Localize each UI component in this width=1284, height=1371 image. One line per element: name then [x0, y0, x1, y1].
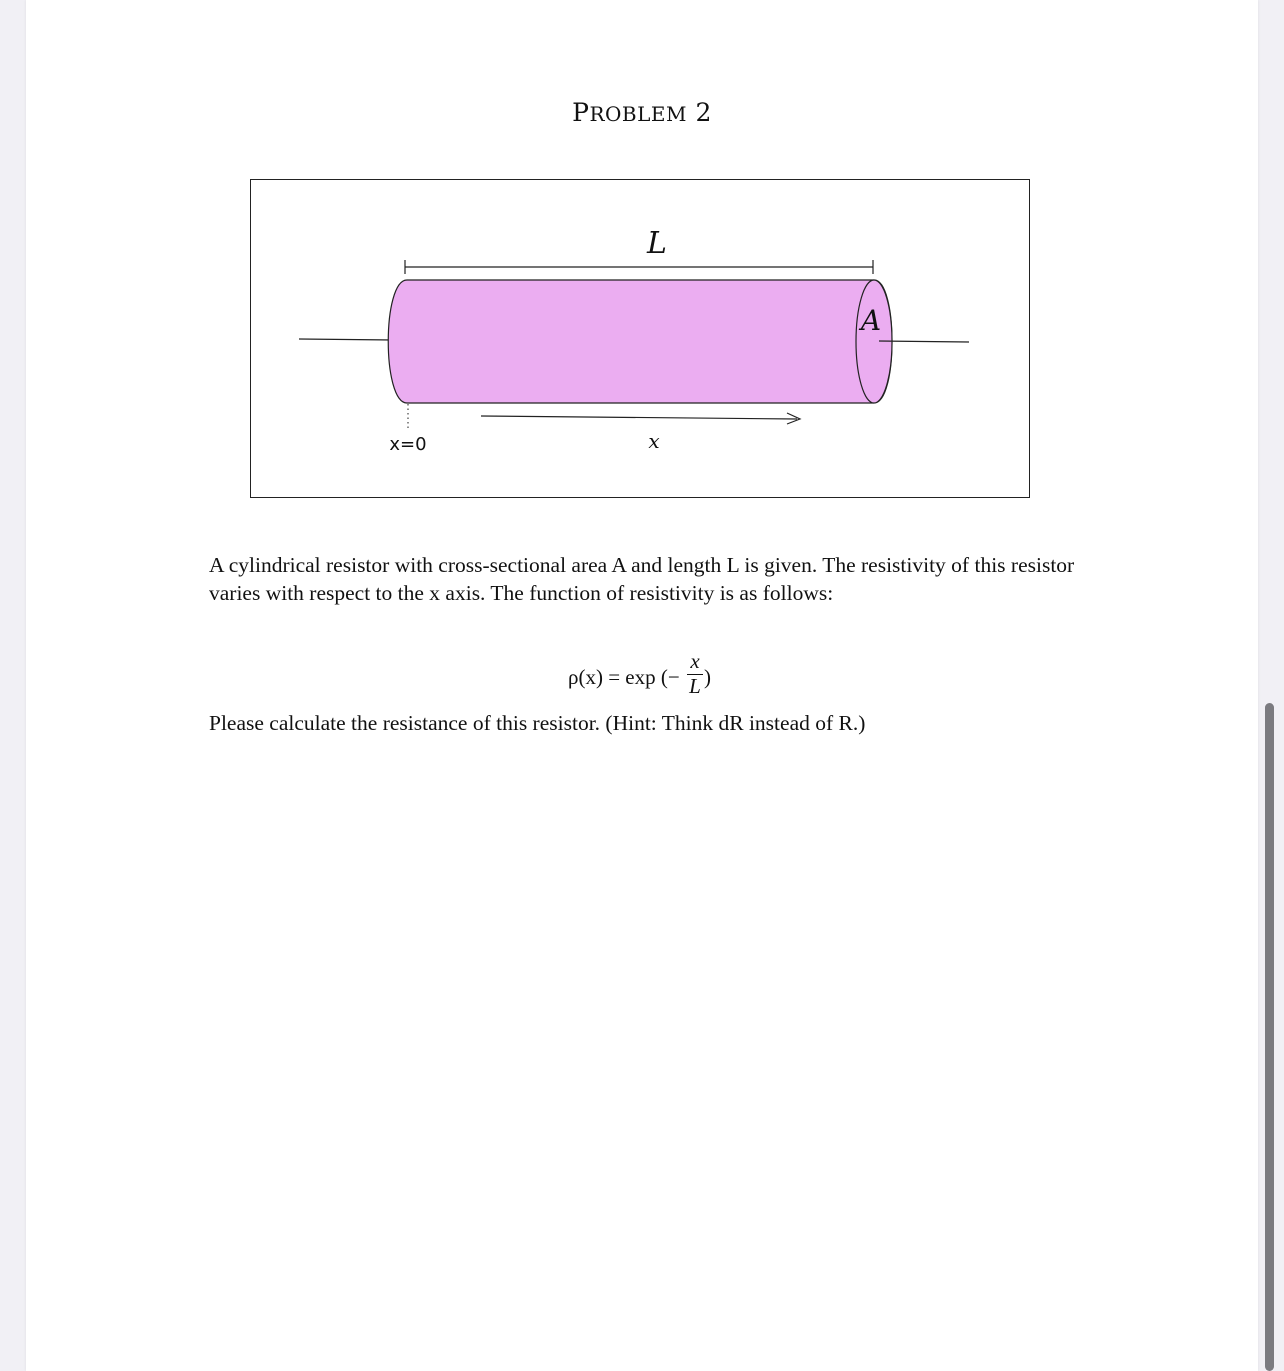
document-page	[26, 0, 1258, 1371]
resistor-diagram	[251, 180, 1031, 499]
resistivity-equation	[564, 650, 724, 706]
equation-fraction	[684, 650, 706, 697]
length-label: L	[647, 226, 667, 261]
equation-lhs: ρ(x) = exp (−	[568, 665, 680, 689]
origin-label: x=0	[389, 434, 427, 455]
x-axis-arrow-line	[481, 416, 797, 419]
cylinder-body	[388, 280, 892, 403]
x-axis-label: x	[648, 429, 660, 453]
equation-close-paren: )	[704, 665, 711, 689]
title-smallcaps: ROBLEM	[589, 102, 687, 126]
problem-question: Please calculate the resistance of this resistor. (Hint: Think dR instead of R.)	[209, 711, 866, 735]
problem-description: A cylindrical resistor with cross-sectional area A and length L is given. The resistivity of this resistor varies with respect to the x axis. The function of resistivity is as follows:	[209, 553, 1075, 605]
left-lead-wire	[299, 339, 394, 340]
vertical-scrollbar[interactable]	[1265, 703, 1274, 1371]
problem-title	[26, 98, 1258, 127]
title-initial: P	[572, 98, 590, 127]
resistor-figure	[250, 179, 1030, 498]
title-number: 2	[695, 98, 712, 127]
area-label: A	[860, 304, 882, 337]
fraction-numerator: x	[690, 649, 700, 673]
fraction-denominator: L	[689, 674, 701, 698]
